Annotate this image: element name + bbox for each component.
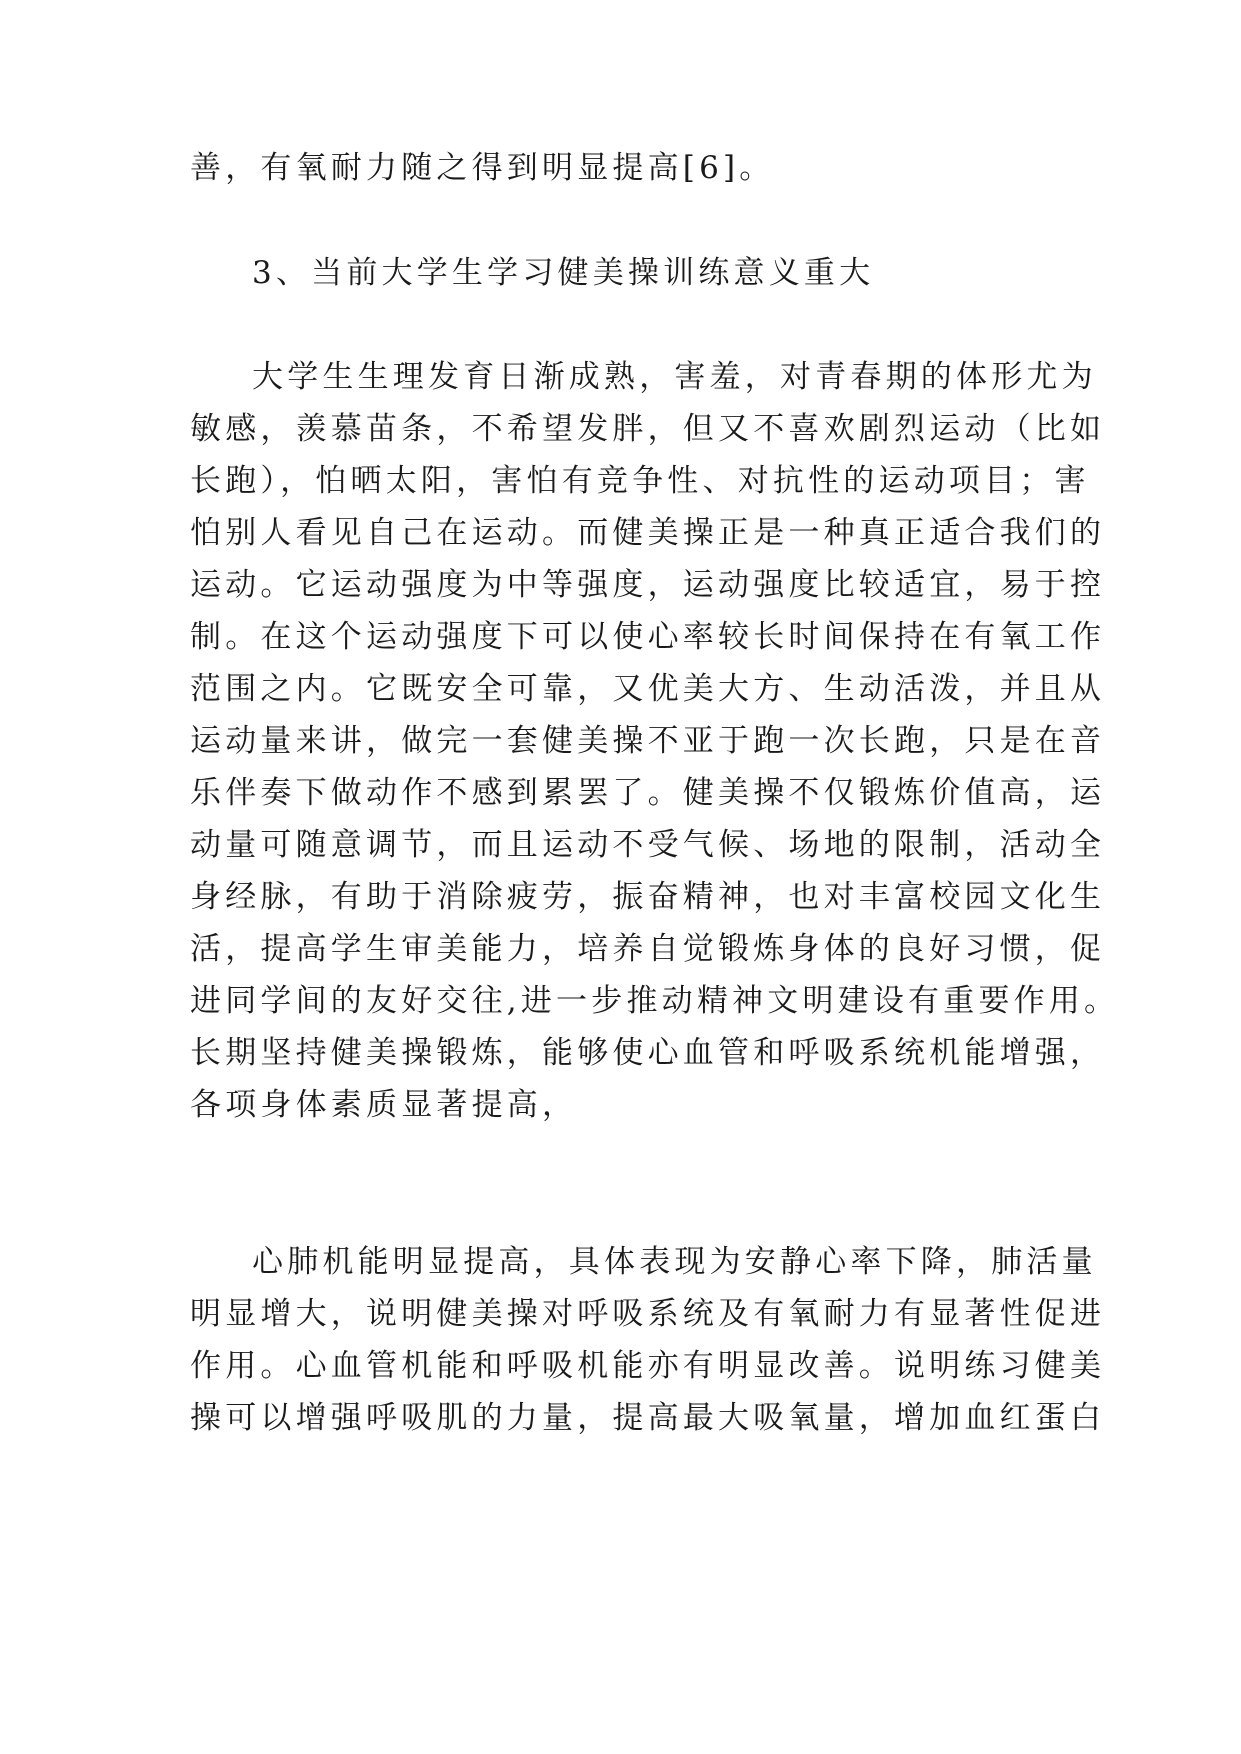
- paragraph-line: 作用。心血管机能和呼吸机能亦有明显改善。说明练习健美: [190, 1348, 1106, 1384]
- paragraph-line: 敏感，羡慕苗条，不希望发胖，但又不喜欢剧烈运动（比如: [190, 411, 1106, 447]
- paragraph-line: 活，提高学生审美能力，培养自觉锻炼身体的良好习惯，促: [190, 931, 1106, 967]
- paragraph-line: 大学生生理发育日渐成熟，害羞，对青春期的体形尤为: [252, 359, 1097, 395]
- paragraph-line: 制。在这个运动强度下可以使心率较长时间保持在有氧工作: [190, 619, 1106, 655]
- paragraph-line: 长跑），怕晒太阳，害怕有竞争性、对抗性的运动项目；害: [190, 463, 1090, 499]
- paragraph-line: 明显增大，说明健美操对呼吸系统及有氧耐力有显著性促进: [190, 1296, 1106, 1332]
- paragraph-line: 动量可随意调节，而且运动不受气候、场地的限制，活动全: [190, 827, 1106, 863]
- paragraph-line: 运动。它运动强度为中等强度，运动强度比较适宜，易于控: [190, 567, 1106, 603]
- paragraph-line: 运动量来讲，做完一套健美操不亚于跑一次长跑，只是在音: [190, 723, 1106, 759]
- paragraph-line: 乐伴奏下做动作不感到累罢了。健美操不仅锻炼价值高，运: [190, 775, 1106, 811]
- paragraph-line: 心肺机能明显提高，具体表现为安静心率下降，肺活量: [252, 1244, 1097, 1280]
- section-heading: 3、当前大学生学习健美操训练意义重大: [252, 255, 875, 291]
- paragraph-line: 怕别人看见自己在运动。而健美操正是一种真正适合我们的: [190, 515, 1106, 551]
- paragraph-line: 进同学间的友好交往,进一步推动精神文明建设有重要作用。: [190, 983, 1120, 1019]
- paragraph-line: 范围之内。它既安全可靠，又优美大方、生动活泼，并且从: [190, 671, 1106, 707]
- paragraph-line: 各项身体素质显著提高，: [190, 1087, 578, 1123]
- continuation-line: 善，有氧耐力随之得到明显提高[6]。: [190, 150, 775, 186]
- paragraph-line: 操可以增强呼吸肌的力量，提高最大吸氧量，增加血红蛋白: [190, 1400, 1106, 1436]
- paragraph-line: 长期坚持健美操锻炼，能够使心血管和呼吸系统机能增强，: [190, 1035, 1106, 1071]
- paragraph-line: 身经脉，有助于消除疲劳，振奋精神，也对丰富校园文化生: [190, 879, 1106, 915]
